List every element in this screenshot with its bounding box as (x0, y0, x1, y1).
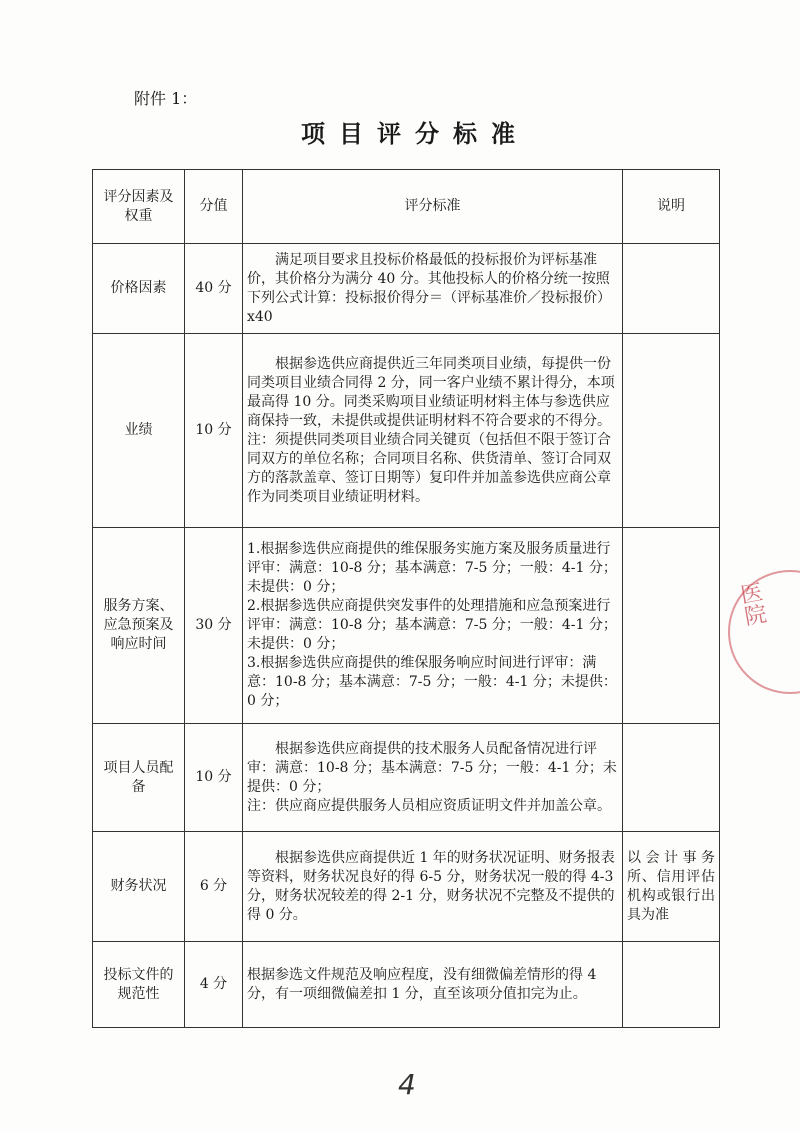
header-score: 分值 (185, 170, 243, 244)
page-number: 4 (398, 1068, 416, 1101)
standard-text: 根据参选供应商提供近 1 年的财务状况证明、财务报表等资料，财务状况良好的得 6-5 分，财务状况一般的得 4-3 分，财务状况较差的得 2-1 分，财务状况不完整及不提供的得 0 分。 (247, 849, 615, 923)
table-row (93, 832, 720, 942)
factor-cell: 价格因素 (93, 244, 185, 334)
table-row (93, 942, 720, 1028)
score-cell: 30 分 (185, 528, 243, 724)
factor-cell: 投标文件的规范性 (93, 942, 185, 1028)
factor-cell: 财务状况 (93, 832, 185, 942)
table-row (93, 724, 720, 832)
standard-cell (243, 942, 623, 1028)
standard-cell (243, 244, 623, 334)
attachment-label: 附件 1： (134, 89, 198, 108)
factor-cell: 项目人员配备 (93, 724, 185, 832)
factor-cell: 业绩 (93, 334, 185, 528)
factor-cell: 服务方案、应急预案及响应时间 (93, 528, 185, 724)
standard-text: 满足项目要求且投标价格最低的投标报价为评标基准价，其价格分为满分 40 分。其他投标人的价格分统一按照下列公式计算：投标报价得分＝（评标基准价／投标报价）x40 (247, 251, 611, 325)
standard-note: 注：供应商应提供服务人员相应资质证明文件并加盖公章。 (247, 797, 611, 814)
header-note: 说明 (623, 170, 720, 244)
standard-text: 根据参选供应商提供近三年同类项目业绩，每提供一份同类项目业绩合同得 2 分，同一客户业绩不累计得分，本项最高得 10 分。同类采购项目业绩证明材料主体与参选供应商保持一致，未提供或提供证明材料不符合要求的不得分。 (247, 355, 615, 429)
scoring-table (92, 169, 720, 1028)
standard-cell (243, 724, 623, 832)
note-cell: 以会计事务所、信用评估机构或银行出具为准 (623, 832, 720, 942)
score-cell: 6 分 (185, 832, 243, 942)
note-cell (623, 724, 720, 832)
header-factor: 评分因素及权重 (93, 170, 185, 244)
header-standard: 评分标准 (243, 170, 623, 244)
standard-cell (243, 528, 623, 724)
table-row (93, 334, 720, 528)
table-row (93, 528, 720, 724)
standard-text: 根据参选供应商提供的技术服务人员配备情况进行评审：满意：10-8 分；基本满意：7-5 分；一般：4-1 分；未提供：0 分； (247, 740, 617, 795)
score-cell: 40 分 (185, 244, 243, 334)
standard-cell (243, 334, 623, 528)
note-cell (623, 244, 720, 334)
page-title: 项目评分标准 (301, 119, 529, 148)
standard-text: 根据参选文件规范及响应程度，没有细微偏差情形的得 4 分，有一项细微偏差扣 1 分，直至该项分值扣完为止。 (247, 966, 597, 1002)
note-cell (623, 528, 720, 724)
standard-item: 1.根据参选供应商提供的维保服务实施方案及服务质量进行评审：满意：10-8 分；基本满意：7-5 分；一般：4-1 分；未提供：0 分； (247, 541, 617, 595)
standard-note: 注：须提供同类项目业绩合同关键页（包括但不限于签订合同双方的单位名称；合同项目名称、供货清单、签订合同双方的落款盖章、签订日期等）复印件并加盖参选供应商公章作为同类项目业绩证明材料。 (247, 431, 611, 505)
score-cell: 4 分 (185, 942, 243, 1028)
score-cell: 10 分 (185, 724, 243, 832)
seal-text: 医院 (735, 580, 768, 628)
standard-item: 2.根据参选供应商提供突发事件的处理措施和应急预案进行评审：满意：10-8 分；基本满意：7-5 分；一般：4-1 分；未提供：0 分； (247, 598, 617, 652)
score-cell: 10 分 (185, 334, 243, 528)
note-cell (623, 942, 720, 1028)
standard-cell (243, 832, 623, 942)
table-row (93, 244, 720, 334)
header-row (93, 170, 720, 244)
note-cell (623, 334, 720, 528)
standard-item: 3.根据参选供应商提供的维保服务响应时间进行评审：满意：10-8 分；基本满意：7-5 分；一般：4-1 分；未提供：0 分； (247, 655, 617, 709)
